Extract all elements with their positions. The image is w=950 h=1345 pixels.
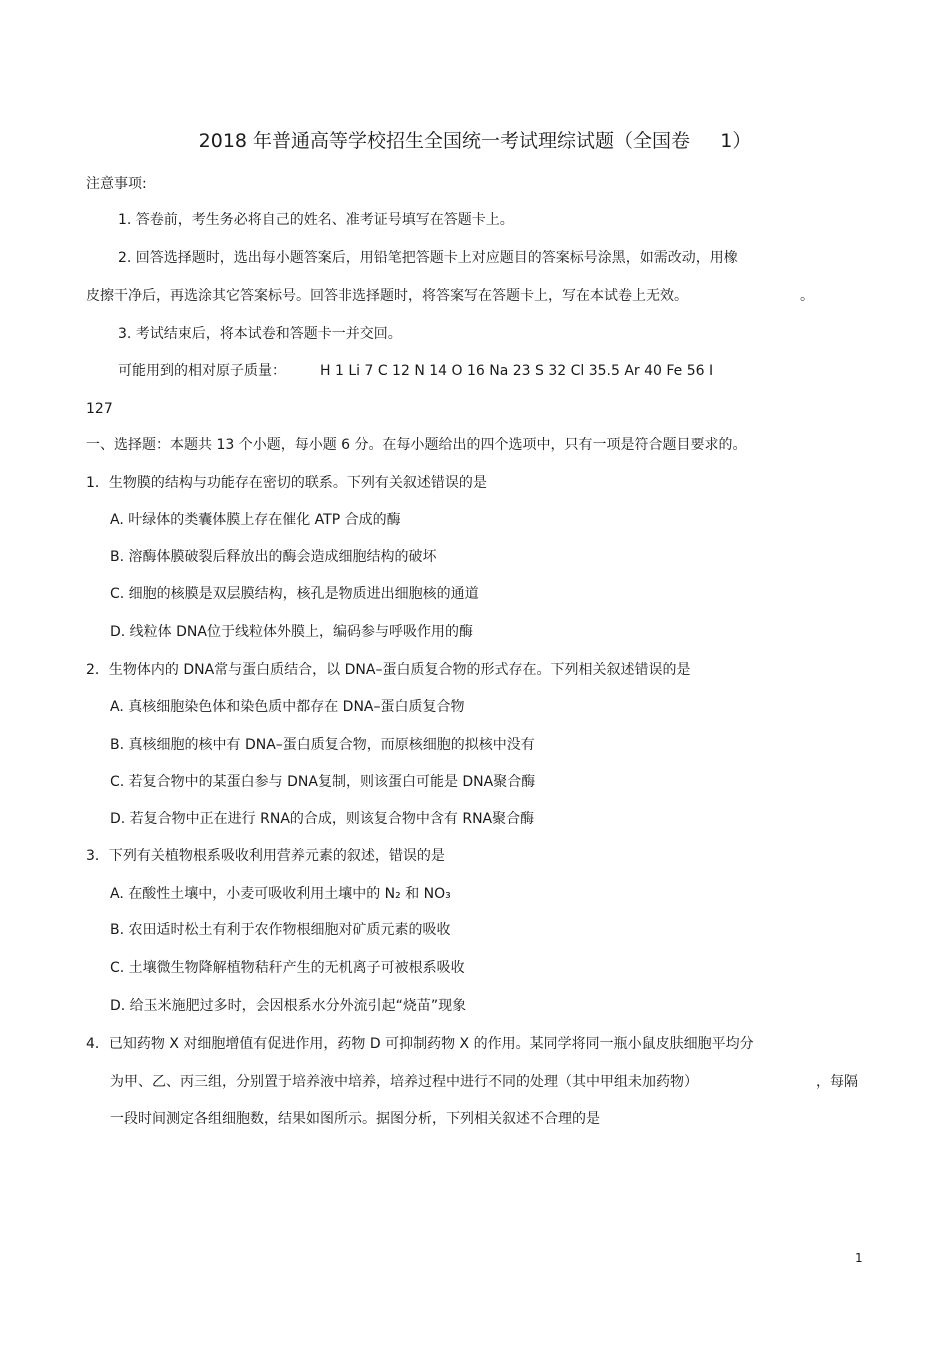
question-1-option-c: C. 细胞的核膜是双层膜结构，核孔是物质进出细胞核的通道	[110, 586, 479, 602]
notice-item-2: 2. 回答选择题时，选出每小题答案后，用铅笔把答题卡上对应题目的答案标号涂黑，如需改动，用橡	[118, 250, 738, 266]
question-1-option-a: A. 叶绿体的类囊体膜上存在催化 ATP 合成的酶	[110, 512, 401, 528]
question-2-option-b: B. 真核细胞的核中有 DNA–蛋白质复合物，而原核细胞的拟核中没有	[110, 737, 535, 753]
question-2-option-d: D. 若复合物中正在进行 RNA的合成，则该复合物中含有 RNA聚合酶	[110, 811, 535, 827]
question-2-stem: 2．生物体内的 DNA常与蛋白质结合，以 DNA–蛋白质复合物的形式存在。下列相关叙述错误的是	[86, 662, 691, 678]
page-title: 2018 年普通高等学校招生全国统一考试理综试题（全国卷 1）	[198, 130, 752, 152]
question-4-stem-cont-1: 为甲、乙、丙三组，分别置于培养液中培养，培养过程中进行不同的处理（其中甲组未加药物）	[110, 1074, 698, 1090]
question-4-stem-cont-2: 一段时间测定各组细胞数，结果如图所示。据图分析，下列相关叙述不合理的是	[110, 1111, 600, 1127]
atomic-mass-values: H 1 Li 7 C 12 N 14 O 16 Na 23 S 32 Cl 35.5 Ar 40 Fe 56 I	[320, 363, 714, 379]
question-3-option-c: C. 土壤微生物降解植物秸秆产生的无机离子可被根系吸收	[110, 960, 465, 976]
atomic-mass-values-cont: 127	[86, 401, 113, 417]
question-3-option-d: D. 给玉米施肥过多时，会因根系水分外流引起“烧苗”现象	[110, 998, 467, 1014]
question-2-option-a: A. 真核细胞染色体和染色质中都存在 DNA–蛋白质复合物	[110, 699, 465, 715]
section-heading: 一、选择题：本题共 13 个小题，每小题 6 分。在每小题给出的四个选项中，只有一项是符合题目要求的。	[86, 437, 747, 453]
question-1-option-b: B. 溶酶体膜破裂后释放出的酶会造成细胞结构的破坏	[110, 549, 437, 565]
question-4-stem-cont-1b: ，每隔	[816, 1074, 858, 1090]
notice-item-3: 3. 考试结束后，将本试卷和答题卡一并交回。	[118, 326, 402, 342]
notice-item-1: 1. 答卷前，考生务必将自己的姓名、准考证号填写在答题卡上。	[118, 212, 514, 228]
question-3-option-a: A. 在酸性土壤中，小麦可吸收利用土壤中的 N₂ 和 NO₃	[110, 886, 451, 902]
question-4-stem: 4．已知药物 X 对细胞增值有促进作用，药物 D 可抑制药物 X 的作用。某同学将同一瓶小鼠皮肤细胞平均分	[86, 1036, 754, 1052]
notice-item-2-cont: 皮擦干净后，再选涂其它答案标号。回答非选择题时，将答案写在答题卡上，写在本试卷上无效。	[86, 288, 688, 304]
stray-mark: 。	[800, 288, 814, 304]
question-1-option-d: D. 线粒体 DNA位于线粒体外膜上，编码参与呼吸作用的酶	[110, 624, 473, 640]
page-number: 1	[855, 1251, 863, 1265]
notice-heading: 注意事项:	[86, 176, 147, 192]
question-1-stem: 1．生物膜的结构与功能存在密切的联系。下列有关叙述错误的是	[86, 475, 487, 491]
question-3-option-b: B. 农田适时松土有利于农作物根细胞对矿质元素的吸收	[110, 922, 451, 938]
question-3-stem: 3．下列有关植物根系吸收利用营养元素的叙述，错误的是	[86, 848, 445, 864]
atomic-mass-label: 可能用到的相对原子质量：	[118, 363, 286, 379]
question-2-option-c: C. 若复合物中的某蛋白参与 DNA复制，则该蛋白可能是 DNA聚合酶	[110, 774, 536, 790]
